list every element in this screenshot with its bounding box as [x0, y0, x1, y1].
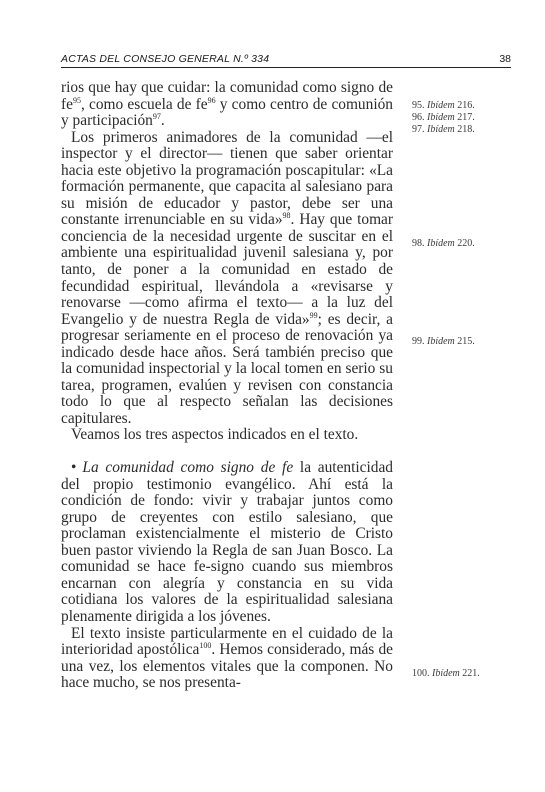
footnote-ref-99: 99	[309, 310, 318, 320]
main-text-column	[61, 80, 393, 692]
paragraph-4: • La comunidad como signo de fe la autenticidad del propio testimonio evangélico. Ahí está la condición de fondo: vivir y trabajar juntos como grupo de creyentes con estilo salesiano, que proclaman existencialmente el misterio de Cristo buen pastor viviendo la Regla de san Juan Bosco. La comunidad se hace fe-signo cuando sus miembros encarnan con alegría y constancia en su vida cotidiana los valores de la espiritualidad salesiana plenamente dirigida a los jóvenes.	[61, 459, 393, 625]
paragraph-1: rios que hay que cuidar: la comunidad como signo de $fe^{95}$, como escuela de $fe^{96}$ y como centro de comunión y participación$^{97}$.	[61, 79, 393, 130]
margin-note-99: 99. Ibídem 215.	[412, 336, 475, 347]
paragraph-3: Veamos los tres aspectos indicados en el texto.	[71, 426, 359, 444]
margin-note-98: 98. Ibídem 220.	[412, 238, 475, 249]
section-lead-italic: La comunidad como signo de fe	[82, 459, 294, 477]
header-rule	[61, 67, 511, 68]
footnote-ref-97: 97	[152, 112, 161, 122]
footnote-ref-96: 96	[207, 95, 216, 105]
footnote-ref-95: 95	[72, 95, 81, 105]
footnote-ref-100: 100	[199, 641, 212, 651]
running-header	[61, 53, 511, 67]
footnote-ref-98: 98	[282, 211, 291, 221]
margin-note-96: 96. Ibídem 217.	[412, 112, 475, 123]
margin-note-97: 97. Ibídem 218.	[412, 124, 475, 135]
paragraph-2: Los primeros animadores de la comunidad —el inspector y el director— tienen que saber orientar hacia este objetivo la programación poscapitular: «La formación permanente, que capacita al salesiano para su misión de educador y pastor, debe ser una constante irrenunciable en su vida»$^{98}$. Hay que tomar conciencia de la necesidad urgente de suscitar en el ambiente una espiritualidad juvenil salesiana y, por tanto, de poner a la comunidad en estado de fecundidad espiritual, llevándola a «revisarse y renovarse —como afirma el texto— a la luz del Evangelio y de nuestra Regla de vida»$^{99}$; es decir, a progresar seriamente en el proceso de renovación ya indicado desde hace años. Será también preciso que la comunidad inspectorial y la local tomen en serio su tarea, programen, evalúen y revisen con constancia todo lo que al respecto señalan las decisiones capitulares.	[61, 128, 393, 427]
paragraph-5: El texto insiste particularmente en el cuidado de la interioridad apostólica$^{100}$. Hemos considerado, más de una vez, los elementos vitales que la componen. No hace mucho, se nos presenta-	[61, 624, 393, 692]
header-title: ACTAS DEL CONSEJO GENERAL N.º 334	[61, 53, 270, 65]
page-number: 38	[499, 53, 511, 65]
bullet-mark: •	[71, 459, 77, 477]
margin-note-100: 100. Ibídem 221.	[412, 668, 480, 679]
margin-note-95: 95. Ibídem 216.	[412, 100, 475, 111]
